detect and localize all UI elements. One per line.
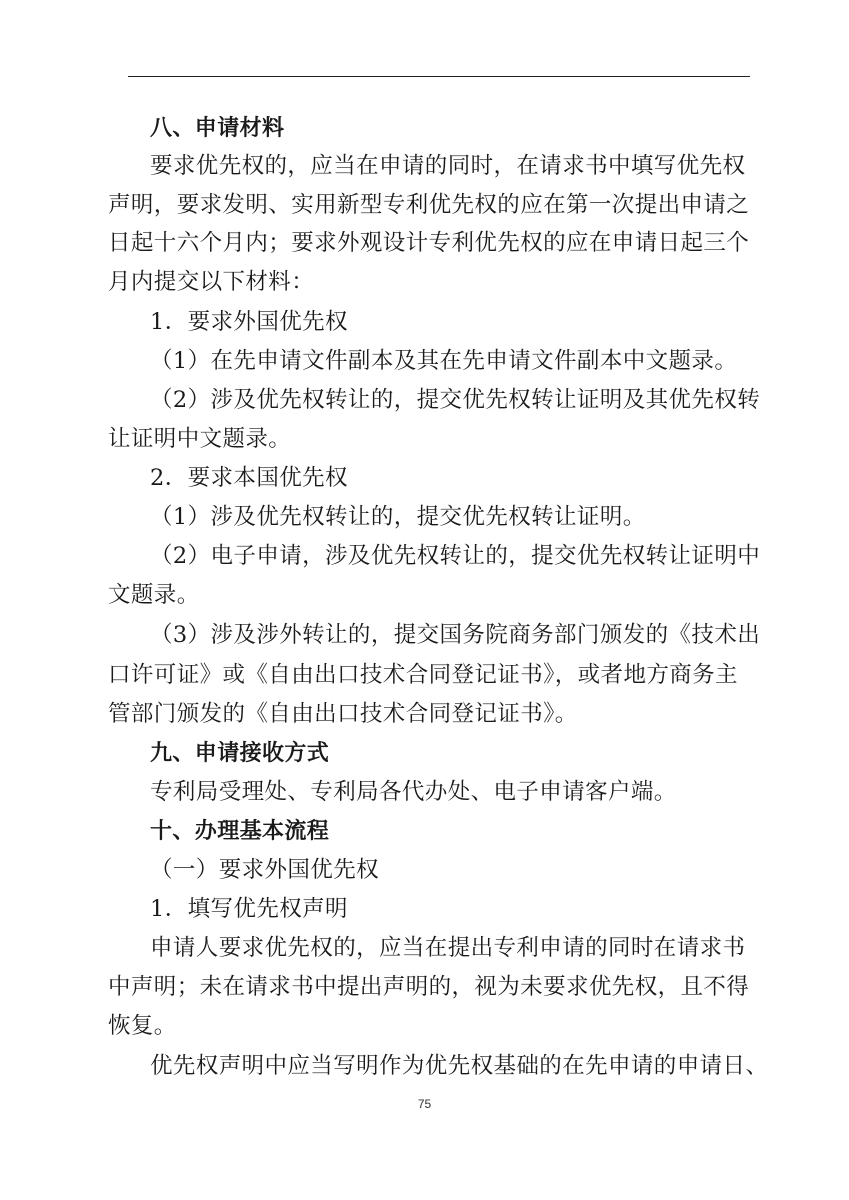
paragraph-line: 恢复。 — [108, 1013, 177, 1039]
paragraph-line: 专利局受理处、专利局各代办处、电子申请客户端。 — [150, 779, 677, 805]
sub-item: （3）涉及涉外转让的，提交国务院商务部门颁发的《技术出 — [150, 622, 761, 648]
section-9-heading: 九、申请接收方式 — [150, 741, 330, 766]
sub-item: （2）电子申请，涉及优先权转让的，提交优先权转让证明中 — [150, 543, 761, 569]
item-title: 1．填写优先权声明 — [150, 896, 348, 922]
paragraph-line: 日起十六个月内；要求外观设计专利优先权的应在申请日起三个 — [108, 230, 750, 256]
paragraph-line: 声明，要求发明、实用新型专利优先权的应在第一次提出申请之 — [108, 192, 750, 218]
paragraph-line: 申请人要求优先权的，应当在提出专利申请的同时在请求书 — [150, 935, 746, 961]
sub-item-continued: 让证明中文题录。 — [108, 426, 292, 452]
header-rule — [128, 76, 750, 77]
sub-item-continued: 文题录。 — [108, 582, 200, 608]
item-title: 2．要求本国优先权 — [150, 465, 348, 491]
section-10-heading: 十、办理基本流程 — [150, 819, 330, 844]
paragraph-line: 要求优先权的，应当在申请的同时，在请求书中填写优先权 — [150, 153, 746, 179]
paragraph-line: 中声明；未在请求书中提出声明的，视为未要求优先权，且不得 — [108, 974, 750, 1000]
sub-item: （1）涉及优先权转让的，提交优先权转让证明。 — [150, 504, 646, 530]
sub-item: （1）在先申请文件副本及其在先申请文件副本中文题录。 — [150, 348, 738, 374]
item-title: 1．要求外国优先权 — [150, 309, 348, 335]
paragraph-line: 优先权声明中应当写明作为优先权基础的在先申请的申请日、 — [150, 1053, 769, 1079]
sub-item: （2）涉及优先权转让的，提交优先权转让证明及其优先权转 — [150, 387, 761, 413]
page-number: 75 — [417, 1097, 432, 1111]
paragraph-line: 月内提交以下材料： — [108, 269, 315, 295]
sub-item-continued: 管部门颁发的《自由出口技术合同登记证书》。 — [108, 701, 578, 727]
sub-item-continued: 口许可证》或《自由出口技术合同登记证书》，或者地方商务主 — [108, 662, 738, 688]
section-8-heading: 八、申请材料 — [150, 116, 285, 141]
sub-heading: （一）要求外国优先权 — [150, 857, 380, 883]
